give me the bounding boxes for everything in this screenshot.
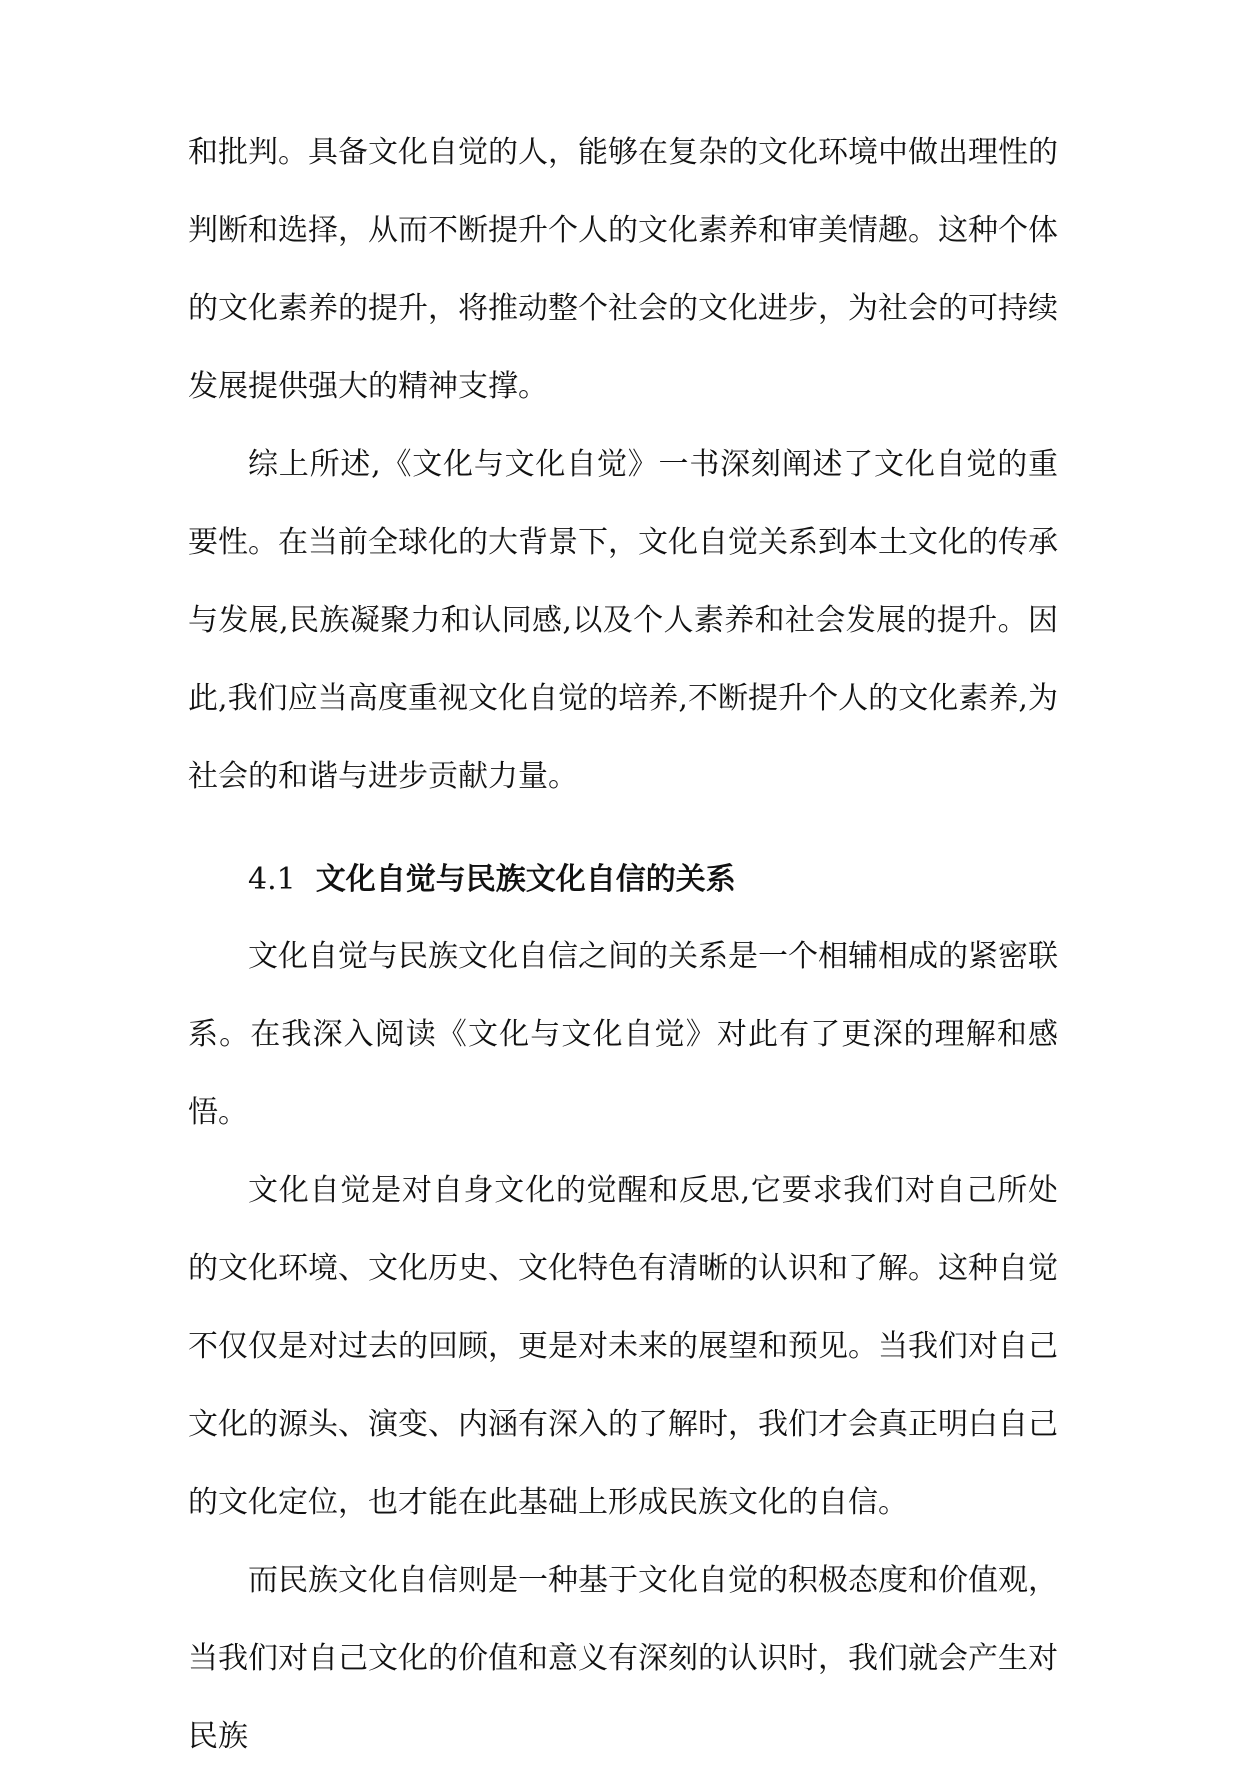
paragraph: 综上所述,《文化与文化自觉》一书深刻阐述了文化自觉的重要性。在当前全球化的大背景下，文化自觉关系到本土文化的传承与发展,民族凝聚力和认同感,以及个人素养和社会发展的提升。因此,我们应当高度重视文化自觉的培养,不断提升个人的文化素养,为社会的和谐与进步贡献力量。 [188, 447, 1058, 794]
paragraph: 和批判。具备文化自觉的人，能够在复杂的文化环境中做出理性的判断和选择，从而不断提升个人的文化素养和审美情趣。这种个体的文化素养的提升，将推动整个社会的文化进步，为社会的可持续发展提供强大的精神支撑。 [188, 135, 1058, 404]
paragraph: 而民族文化自信则是一种基于文化自觉的积极态度和价值观，当我们对自己文化的价值和意义有深刻的认识时，我们就会产生对民族 [188, 1563, 1058, 1754]
section-heading [248, 860, 736, 900]
body-text-lower [188, 918, 1058, 1776]
section-number: 4.1 [248, 862, 296, 897]
paragraph: 文化自觉与民族文化自信之间的关系是一个相辅相成的紧密联系。在我深入阅读《文化与文化自觉》对此有了更深的理解和感悟。 [188, 939, 1058, 1130]
section-title: 文化自觉与民族文化自信的关系 [315, 862, 736, 897]
paragraph: 文化自觉是对自身文化的觉醒和反思,它要求我们对自己所处的文化环境、文化历史、文化特色有清晰的认识和了解。这种自觉不仅仅是对过去的回顾，更是对未来的展望和预见。当我们对自己文化的源头、演变、内涵有深入的了解时，我们才会真正明白自己的文化定位，也才能在此基础上形成民族文化的自信。 [188, 1173, 1058, 1520]
body-text-upper [188, 114, 1058, 816]
